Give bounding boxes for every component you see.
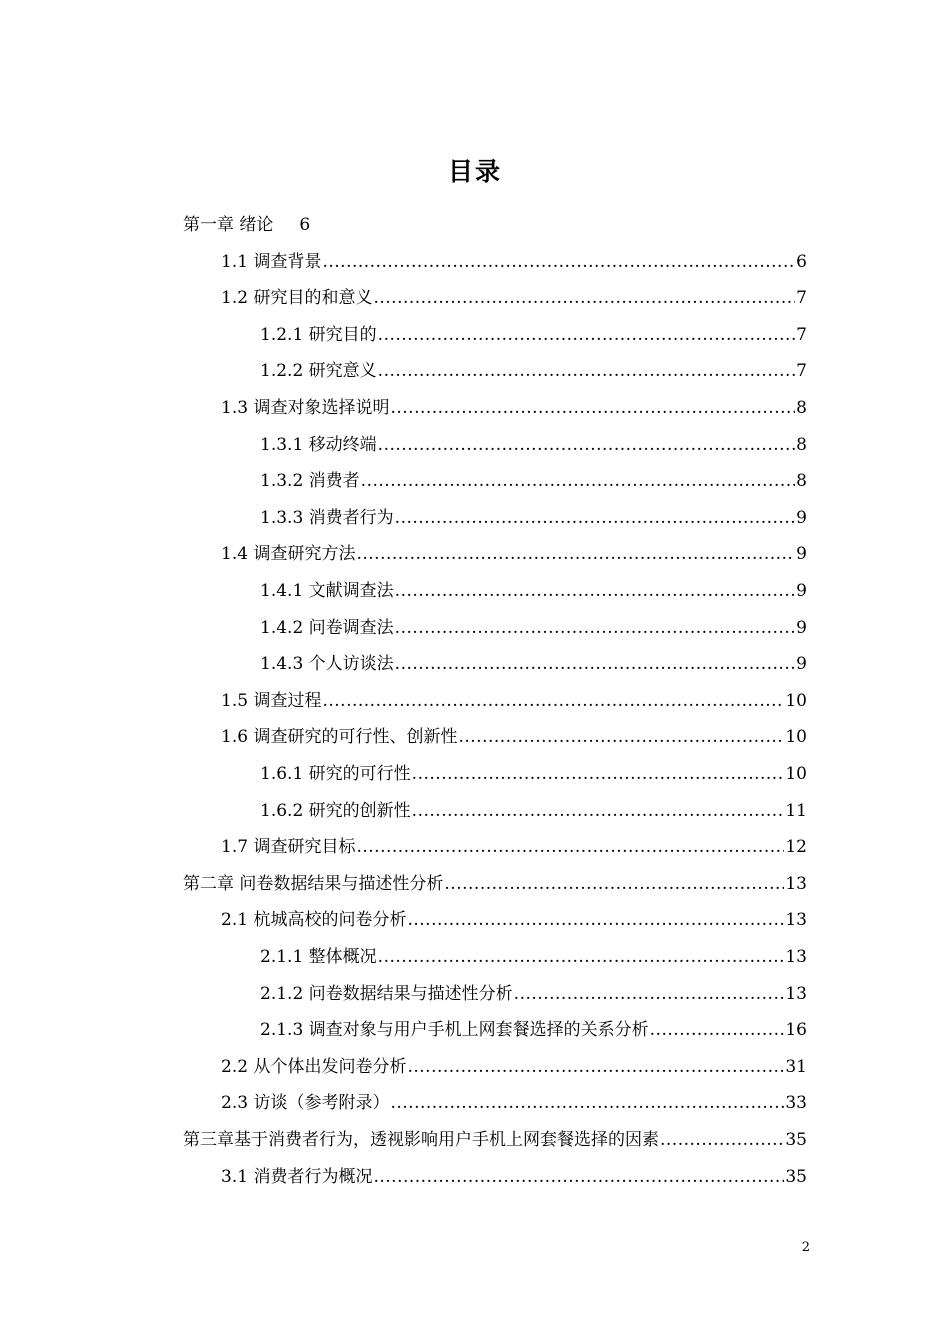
toc-entry[interactable] [260,942,807,972]
toc-entry[interactable] [221,393,807,423]
toc-leader-dots [378,942,785,972]
toc-leader-dots [356,539,795,569]
toc-entry-label: 2.1.3 调查对象与用户手机上网套餐选择的关系分析 [260,1020,649,1041]
toc-leader-dots [356,832,784,862]
toc-entry[interactable] [260,649,807,679]
toc-entry-label: 1.3 调查对象选择说明 [221,398,390,418]
toc-entry-page: 7 [796,324,807,345]
toc-leader-dots [412,759,785,789]
toc-leader-dots [514,979,785,1009]
toc-leader-dots [378,430,796,460]
toc-entry-page: 9 [796,544,807,565]
toc-entry[interactable] [183,1125,807,1155]
toc-leader-dots [322,686,784,716]
toc-entry-label: 1.2.2 研究意义 [260,361,377,382]
toc-entry-label: 第一章 绪论 [183,215,274,235]
toc-entry[interactable] [260,759,807,789]
toc-entry-label: 1.1 调查背景 [221,251,322,272]
toc-entry-page: 13 [785,947,807,967]
toc-entry[interactable] [221,832,807,862]
toc-entry[interactable] [260,466,807,496]
toc-entry[interactable] [221,686,807,716]
toc-leader-dots [660,1125,784,1155]
toc-entry-page: 9 [796,654,807,675]
toc-leader-dots [395,649,796,679]
toc-entry-label: 1.4 调查研究方法 [221,544,356,565]
toc-entry-page: 13 [785,910,807,931]
toc-leader-dots [322,247,795,277]
toc-entry[interactable] [221,283,807,313]
toc-entry[interactable] [260,796,807,826]
toc-entry-page: 11 [785,800,807,821]
toc-entry-page: 8 [796,471,807,492]
toc-entry-label: 2.1.1 整体概况 [260,947,377,967]
toc-entry[interactable] [221,905,807,935]
toc-entry-label: 1.4.2 问卷调查法 [260,617,394,638]
toc-entry[interactable] [221,1052,807,1082]
page-number: 2 [801,1240,810,1255]
toc-entry-page: 10 [785,690,807,711]
toc-entry-page: 9 [796,617,807,638]
toc-entry-label: 1.5 调查过程 [221,690,322,711]
toc-leader-dots [378,320,796,350]
toc-leader-dots [361,466,796,496]
toc-entry-label: 1.4.3 个人访谈法 [260,654,394,675]
toc-entry[interactable] [260,1015,807,1045]
toc-leader-dots [373,283,795,313]
toc-leader-dots [390,1088,784,1118]
toc-entry[interactable] [221,722,807,752]
toc-entry-page: 9 [796,581,807,601]
toc-leader-dots [395,576,796,606]
toc-entry-label: 第二章 问卷数据结果与描述性分析 [183,873,444,894]
toc-leader-dots [395,613,796,643]
toc-entry[interactable] [221,1162,807,1192]
toc-entry-page: 10 [785,727,807,748]
toc-entry-label: 1.3.1 移动终端 [260,434,377,455]
toc-leader-dots [407,1052,784,1082]
toc-entry-page: 13 [785,873,807,894]
toc-entry-label: 2.2 从个体出发问卷分析 [221,1056,407,1077]
toc-entry-label: 1.6 调查研究的可行性、创新性 [221,727,458,748]
toc-entry-label: 1.6.1 研究的可行性 [260,764,411,784]
toc-entry[interactable] [260,979,807,1009]
toc-leader-dots [650,1015,785,1045]
toc-entry-label: 2.3 访谈（参考附录） [221,1093,390,1114]
toc-entry-page: 13 [785,983,807,1004]
toc-entry-label: 1.6.2 研究的创新性 [260,800,411,821]
toc-entry-page: 35 [785,1130,807,1150]
toc-leader-dots [390,393,795,423]
toc-entry[interactable] [221,1088,807,1118]
toc-entry-page: 12 [785,837,807,858]
toc-entry-label: 1.4.1 文献调查法 [260,581,394,601]
toc-entry-page: 7 [796,288,807,309]
toc-entry[interactable] [260,356,807,386]
toc-entry[interactable] [260,576,807,606]
toc-entry[interactable] [260,613,807,643]
toc-leader-dots [373,1162,784,1192]
toc-leader-dots [378,356,796,386]
toc-leader-dots [407,905,784,935]
toc-entry-page: 31 [785,1056,807,1077]
toc-entry[interactable] [221,247,807,277]
toc-leader-dots [412,796,785,826]
toc-entry[interactable] [183,210,807,240]
toc-entry[interactable] [260,320,807,350]
toc-entry[interactable] [260,430,807,460]
toc-leader-dots [395,503,796,533]
toc-entry-label: 2.1 杭城高校的问卷分析 [221,910,407,931]
toc-entry-page: 10 [785,764,807,784]
toc-entry-page: 35 [785,1166,807,1187]
toc-entry[interactable] [260,503,807,533]
toc-entry-label: 1.7 调查研究目标 [221,837,356,858]
toc-entry-page: 9 [796,507,807,528]
toc-entry[interactable] [221,539,807,569]
toc-entry-label: 第三章基于消费者行为，透视影响用户手机上网套餐选择的因素 [183,1130,659,1150]
toc-entry-page: 6 [299,215,311,235]
toc-entry[interactable] [183,869,807,899]
toc-entry-label: 1.2 研究目的和意义 [221,288,373,309]
toc-entry-page: 33 [785,1093,807,1114]
toc-entry-page: 8 [796,434,807,455]
toc-leader-dots [444,869,784,899]
toc-entry-page: 16 [785,1020,807,1041]
toc-entry-page: 6 [796,251,807,272]
toc-title: 目录 [447,157,502,186]
toc-entry-label: 1.2.1 研究目的 [260,324,377,345]
toc-leader-dots [458,722,784,752]
toc-entry-label: 3.1 消费者行为概况 [221,1166,373,1187]
toc-entry-page: 8 [796,398,807,418]
toc-entry-label: 1.3.3 消费者行为 [260,507,394,528]
toc-entry-label: 1.3.2 消费者 [260,471,360,492]
toc-entry-label: 2.1.2 问卷数据结果与描述性分析 [260,983,513,1004]
toc-entry-page: 7 [796,361,807,382]
